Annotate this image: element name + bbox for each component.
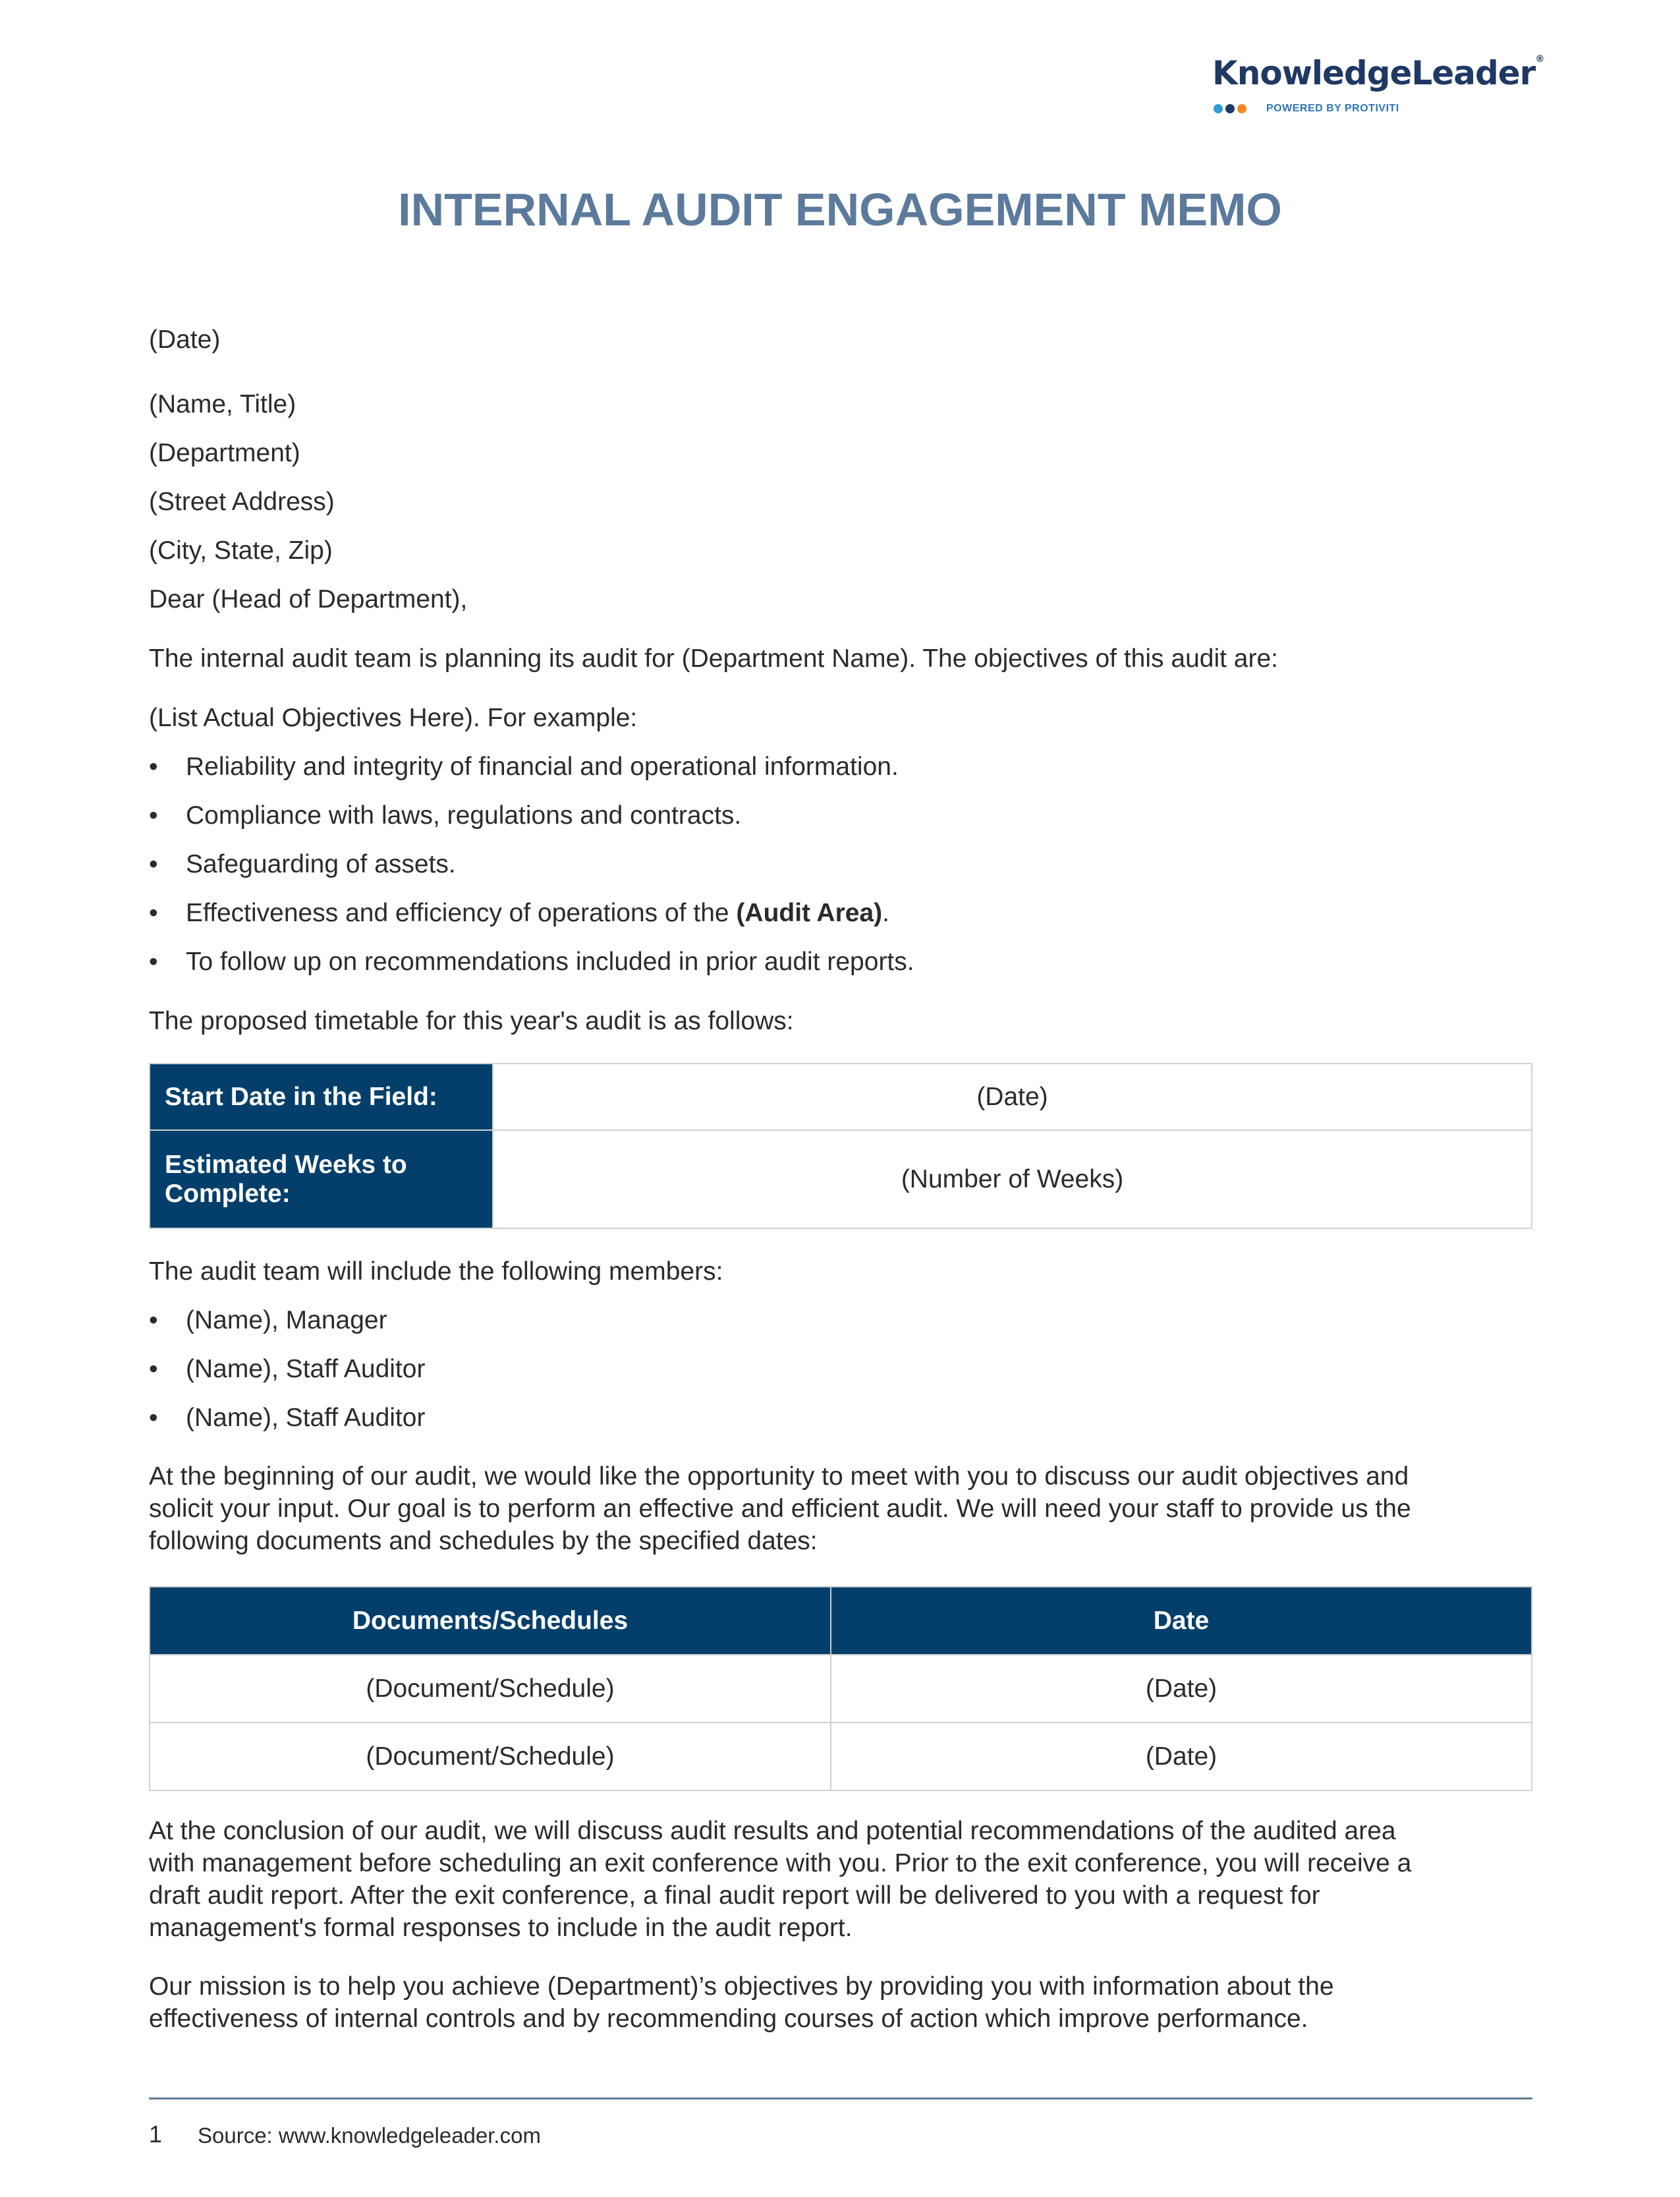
footer-source: Source: www.knowledgeleader.com xyxy=(198,2123,541,2148)
timetable-table xyxy=(149,1063,1532,1229)
address-name: (Name, Title) xyxy=(149,390,296,418)
intro-text: The internal audit team is planning its audit for (Department Name). The objectives of this audit are: xyxy=(149,644,1278,673)
logo-dots-icon xyxy=(1214,104,1246,113)
page-number: 1 xyxy=(149,2121,163,2148)
salutation: Dear (Head of Department), xyxy=(149,585,468,613)
table-cell: (Document/Schedule) xyxy=(150,1723,831,1790)
estimated-weeks-value: (Number of Weeks) xyxy=(493,1130,1532,1228)
team-intro: The audit team will include the following members: xyxy=(149,1257,723,1286)
page-title: INTERNAL AUDIT ENGAGEMENT MEMO xyxy=(398,184,1282,235)
column-header-documents: Documents/Schedules xyxy=(150,1587,831,1655)
list-item: • Compliance with laws, regulations and contracts. xyxy=(149,801,742,830)
address-street: (Street Address) xyxy=(149,488,335,516)
list-item: • (Name), Staff Auditor xyxy=(149,1355,426,1383)
mission-paragraph: Our mission is to help you achieve (Department)’s objectives by providing you with information about the effectiveness of internal controls and by recommending courses of action which improve performance. xyxy=(149,1972,1334,2033)
logo-tagline: POWERED BY PROTIVITI xyxy=(1266,103,1399,114)
list-item: • To follow up on recommendations included in prior audit reports. xyxy=(149,948,914,976)
knowledgeleader-logo xyxy=(1212,54,1542,116)
conclusion-paragraph: At the conclusion of our audit, we will discuss audit results and potential recommendations of the audited area with management before scheduling an exit conference with you. Prior to the exit conference, you will receive a draft audit report. After the exit conference, a final audit report will be delivered to you with a request for management's formal responses to include in the audit report. xyxy=(149,1817,1412,1942)
list-item: • (Name), Staff Auditor xyxy=(149,1404,426,1432)
address-department: (Department) xyxy=(149,439,300,467)
start-date-value: (Date) xyxy=(493,1064,1532,1130)
memo-date: (Date) xyxy=(149,326,221,354)
beginning-paragraph: At the beginning of our audit, we would like the opportunity to meet with you to discuss our audit objectives and solicit your input. Our goal is to perform an effective and efficient audit. We will need your staff to provide us the following documents and schedules by the specified dates: xyxy=(149,1462,1411,1555)
list-item: • Reliability and integrity of financial and operational information. xyxy=(149,753,899,781)
logo-wordmark: KnowledgeLeader® xyxy=(1212,54,1544,92)
objectives-lead: (List Actual Objectives Here). For example: xyxy=(149,704,638,732)
address-city: (City, State, Zip) xyxy=(149,536,333,565)
estimated-weeks-label: Estimated Weeks to Complete: xyxy=(150,1130,493,1228)
list-item: • Effectiveness and efficiency of operations of the (Audit Area). xyxy=(149,899,889,927)
table-row xyxy=(150,1723,1532,1790)
documents-table xyxy=(149,1586,1532,1791)
list-item: • (Name), Manager xyxy=(149,1306,387,1334)
audit-area-text: (Audit Area) xyxy=(736,899,883,927)
table-cell: (Date) xyxy=(831,1655,1532,1723)
timetable-intro: The proposed timetable for this year's audit is as follows: xyxy=(149,1007,794,1035)
table-cell: (Date) xyxy=(831,1723,1532,1790)
list-item: • Safeguarding of assets. xyxy=(149,850,456,878)
column-header-date: Date xyxy=(831,1587,1532,1655)
table-cell: (Document/Schedule) xyxy=(150,1655,831,1723)
start-date-label: Start Date in the Field: xyxy=(150,1064,493,1130)
footer-divider xyxy=(149,2097,1532,2099)
table-row xyxy=(150,1655,1532,1723)
